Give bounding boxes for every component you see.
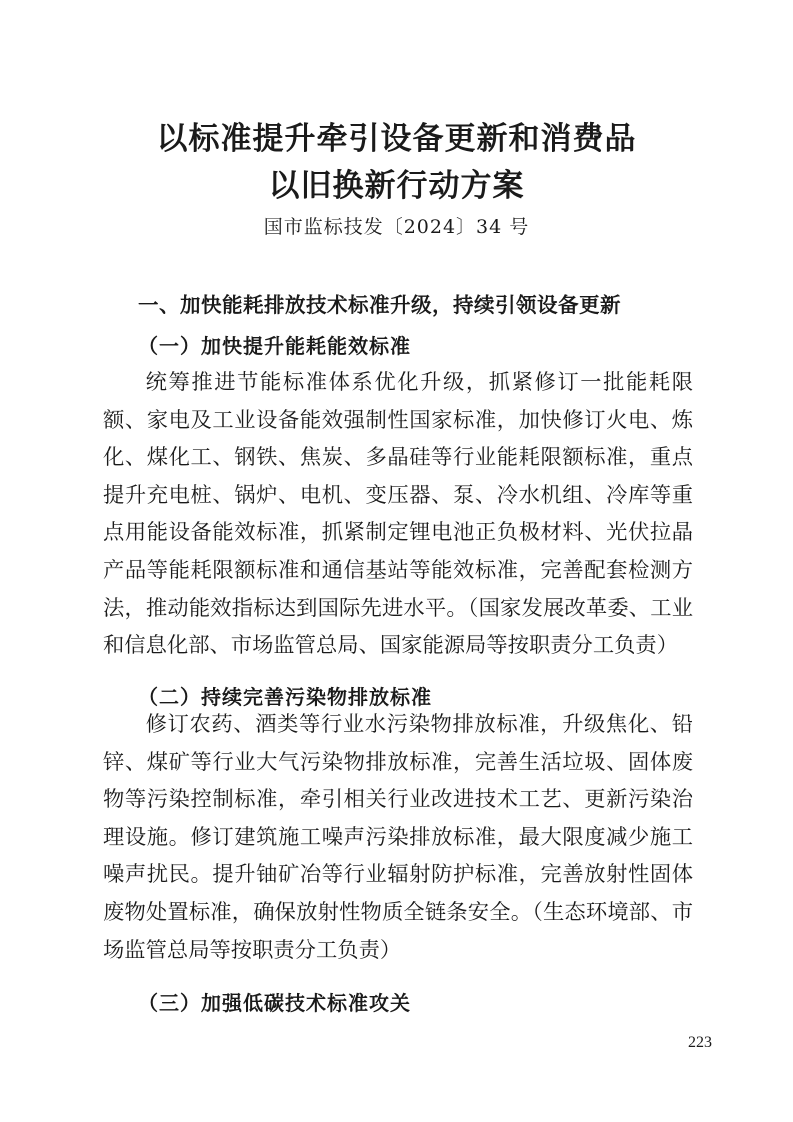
subsection-body-1: 统筹推进节能标准体系优化升级，抓紧修订一批能耗限额、家电及工业设备能效强制性国家标准，加快修订火电、炼化、煤化工、钢铁、焦炭、多晶硅等行业能耗限额标准，重点提升充电桩、锅炉、电机、变压器、泵、冷水机组、冷库等重点用能设备能效标准，抓紧制定锂电池正负极材料、光伏拉晶产品等能耗限额标准和通信基站等能效标准，完善配套检测方法，推动能效指标达到国际先进水平。（国家发展改革委、工业和信息化部、市场监管总局、国家能源局等按职责分工负责） [103, 370, 693, 659]
page-number: 223 [688, 1034, 712, 1051]
subsection-heading-2: （二）持续完善污染物排放标准 [138, 685, 432, 709]
subsection-heading-1: （一）加快提升能耗能效标准 [138, 334, 411, 358]
document-title-line-2: 以旧换新行动方案 [268, 168, 525, 204]
section-heading-1: 一、加快能耗排放技术标准升级，持续引领设备更新 [138, 293, 621, 317]
subsection-heading-3: （三）加强低碳技术标准攻关 [138, 991, 411, 1015]
subsection-body-2: 修订农药、酒类等行业水污染物排放标准，升级焦化、铅锌、煤矿等行业大气污染物排放标准，完善生活垃圾、固体废物等污染控制标准，牵引相关行业改进技术工艺、更新污染治理设施。修订建筑施工噪声污染排放标准，最大限度减少施工噪声扰民。提升铀矿冶等行业辐射防护标准，完善放射性固体废物处置标准，确保放射性物质全链条安全。（生态环境部、市场监管总局等按职责分工负责） [103, 712, 693, 963]
document-title-line-1: 以标准提升牵引设备更新和消费品 [156, 121, 637, 157]
document-number: 国市监标技发〔2024〕34 号 [263, 216, 530, 238]
